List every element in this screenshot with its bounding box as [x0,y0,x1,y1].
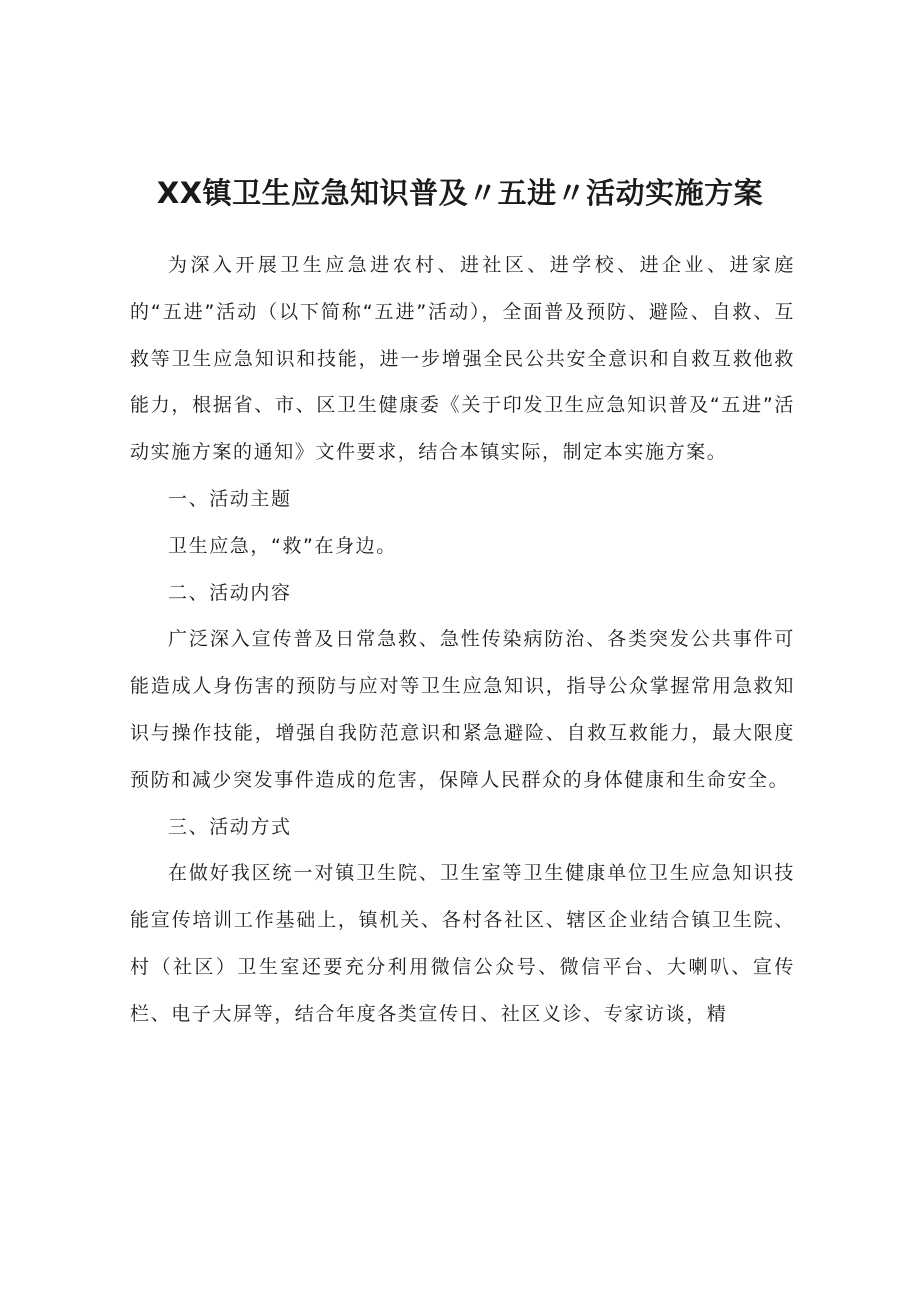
section-text-method: 在做好我区统一对镇卫生院、卫生室等卫生健康单位卫生应急知识技能宣传培训工作基础上，镇机关、各村各社区、辖区企业结合镇卫生院、村（社区）卫生室还要充分利用微信公众号、微信平台、大喇叭、宣传栏、电子大屏等，结合年度各类宣传日、社区义诊、专家访谈，精 [130,862,795,1025]
section-heading-content: 二、活动内容 [168,581,292,604]
section-text-theme: 卫生应急，“救”在身边。 [168,534,397,557]
section-text-content: 广泛深入宣传普及日常急救、急性传染病防治、各类突发公共事件可能造成人身伤害的预防与应对等卫生应急知识，指导公众掌握常用急救知识与操作技能，增强自我防范意识和紧急避险、自救互救能力，最大限度预防和减少突发事件造成的危害，保障人民群众的身体健康和生命安全。 [130,628,795,791]
document-title: XX镇卫生应急知识普及〃五进〃活动实施方案 [156,176,764,210]
intro-paragraph: 为深入开展卫生应急进农村、进社区、进学校、进企业、进家庭的“五进”活动（以下简称“五进”活动），全面普及预防、避险、自救、互救等卫生应急知识和技能，进一步增强全民公共安全意识和自救互救他救能力，根据省、市、区卫生健康委《关于印发卫生应急知识普及“五进”活动实施方案的通知》文件要求，结合本镇实际，制定本实施方案。 [130,254,795,464]
section-heading-method: 三、活动方式 [168,815,292,838]
document-body [130,242,795,1038]
section-heading-theme: 一、活动主题 [168,487,292,510]
